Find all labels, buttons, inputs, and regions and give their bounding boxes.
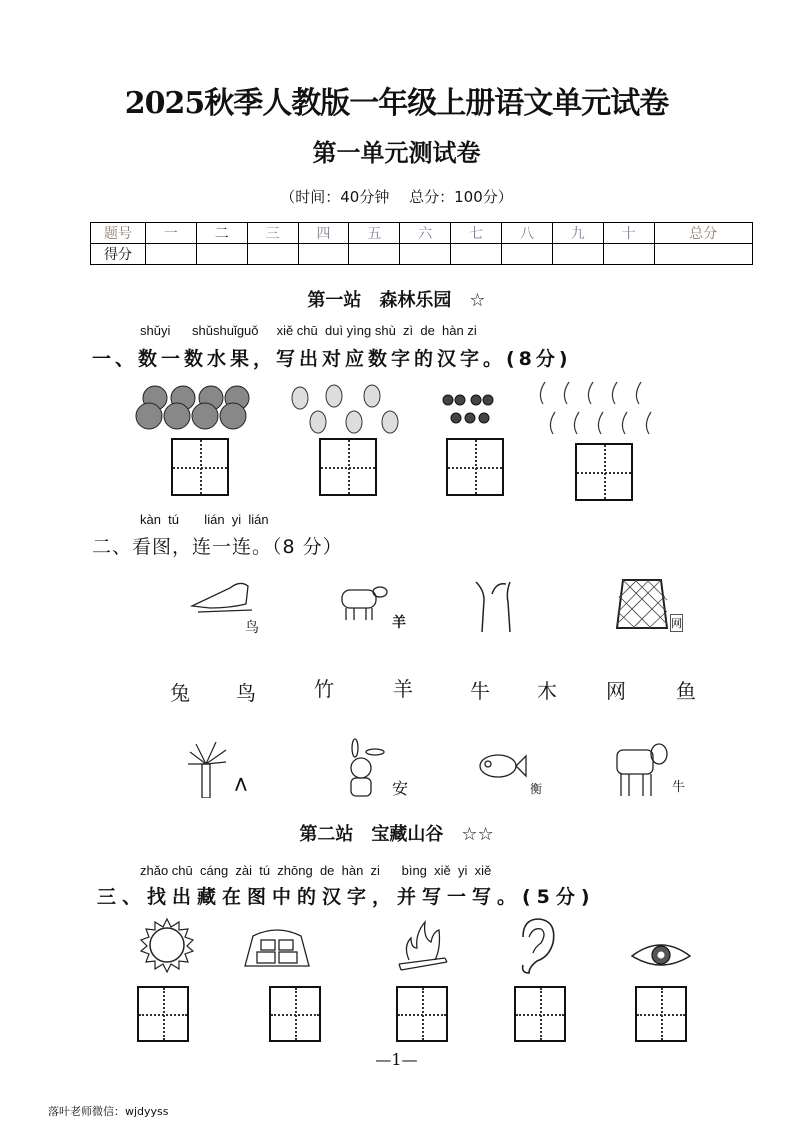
unit-subtitle: 第一单元测试卷 xyxy=(312,138,481,167)
page-number: —1— xyxy=(375,1050,418,1069)
char-fish[interactable]: 鱼 xyxy=(676,679,696,703)
score-cell[interactable] xyxy=(654,244,752,265)
q1-pinyin: shǔyi shǔshuǐguǒ xiě chū duì yìng shù zì de hàn zi xyxy=(140,323,477,338)
score-table-header-row xyxy=(91,223,753,244)
answer-grid-eye[interactable] xyxy=(635,986,687,1042)
cow-picture xyxy=(615,740,671,798)
answer-grid-ear[interactable] xyxy=(514,986,566,1042)
tree-icon xyxy=(470,580,520,632)
col-total: 总分 xyxy=(654,223,752,244)
col-5: 五 xyxy=(349,223,400,244)
char-wood[interactable]: 木 xyxy=(537,679,557,703)
score-cell[interactable] xyxy=(298,244,349,265)
score-cell[interactable] xyxy=(349,244,400,265)
fish-icon xyxy=(478,750,528,782)
net-icon xyxy=(615,578,670,630)
col-10: 十 xyxy=(603,223,654,244)
apples-icon xyxy=(133,380,258,432)
cherries-icon xyxy=(440,390,500,430)
pears-icon xyxy=(288,380,400,438)
eye-icon xyxy=(630,938,692,972)
q3-text: 三、找出藏在图中的汉字，并写一写。(5分) xyxy=(97,886,596,908)
sun-icon xyxy=(137,917,197,973)
cow-icon xyxy=(615,740,671,798)
bananas-icon xyxy=(535,378,659,440)
score-cell[interactable] xyxy=(451,244,502,265)
char-sheep[interactable]: 羊 xyxy=(393,677,413,701)
score-cell[interactable] xyxy=(400,244,451,265)
fish-hint: 衡 xyxy=(530,782,543,796)
col-1: 一 xyxy=(146,223,197,244)
score-table xyxy=(90,222,753,265)
answer-grid-pears[interactable] xyxy=(319,438,377,496)
sun-picture xyxy=(137,917,197,973)
answer-grid-cherries[interactable] xyxy=(446,438,504,496)
col-7: 七 xyxy=(451,223,502,244)
rabbit-hint: 安 xyxy=(392,779,409,798)
ear-picture xyxy=(515,917,561,975)
exam-meta: （时间：40分钟 总分：100分） xyxy=(280,188,513,206)
apples-picture xyxy=(133,380,258,432)
cherries-picture xyxy=(440,390,500,430)
field-icon xyxy=(243,922,311,968)
eye-picture xyxy=(630,938,692,972)
answer-grid-apples[interactable] xyxy=(171,438,229,496)
score-cell[interactable] xyxy=(502,244,553,265)
score-cell[interactable] xyxy=(603,244,654,265)
sheep-hint: 羊 xyxy=(392,615,406,631)
score-cell[interactable] xyxy=(196,244,247,265)
col-8: 八 xyxy=(502,223,553,244)
rabbit-icon xyxy=(345,738,387,798)
row-label: 得分 xyxy=(91,244,146,265)
q2-pinyin: kàn tú lián yi lián xyxy=(140,512,269,527)
score-cell[interactable] xyxy=(552,244,603,265)
net-hint: 网 xyxy=(670,614,683,632)
station1-title: 第一站 森林乐园 ☆ xyxy=(307,290,486,311)
row-label: 题号 xyxy=(91,223,146,244)
col-9: 九 xyxy=(552,223,603,244)
bird-hint: 鸟 xyxy=(245,620,259,636)
q2-text: 二、看图，连一连。（8 分） xyxy=(92,536,343,558)
bamboo-hint: ⋀ xyxy=(235,776,247,792)
q3-pinyin: zhǎo chū cáng zài tú zhōng de hàn zi bìng xiě yi xiě xyxy=(140,863,492,878)
q1-text: 一、数一数水果，写出对应数字的汉字。(8分) xyxy=(92,348,572,370)
char-bird[interactable]: 鸟 xyxy=(236,681,256,705)
field-picture xyxy=(243,922,311,968)
col-2: 二 xyxy=(196,223,247,244)
bamboo-icon xyxy=(186,738,230,798)
answer-grid-bananas[interactable] xyxy=(575,443,633,501)
fire-picture xyxy=(395,918,451,974)
station2-title: 第二站 宝藏山谷 ☆☆ xyxy=(299,824,494,845)
sheep-icon xyxy=(340,582,388,622)
char-net[interactable]: 网 xyxy=(606,679,626,703)
score-cell[interactable] xyxy=(146,244,197,265)
page-title: 2025秋季人教版一年级上册语文单元试卷 xyxy=(124,86,669,121)
answer-grid-sun[interactable] xyxy=(137,986,189,1042)
rabbit-picture xyxy=(345,738,387,798)
bamboo-picture xyxy=(186,738,230,798)
char-rabbit[interactable]: 兔 xyxy=(170,681,190,705)
col-3: 三 xyxy=(247,223,298,244)
col-4: 四 xyxy=(298,223,349,244)
score-table-score-row xyxy=(91,244,753,265)
char-cow[interactable]: 牛 xyxy=(470,679,490,703)
sheep-picture xyxy=(340,582,388,622)
footer-note: 落叶老师微信：wjdyyss xyxy=(48,1105,169,1118)
fire-icon xyxy=(395,918,451,974)
pears-picture xyxy=(288,380,400,438)
answer-grid-fire[interactable] xyxy=(396,986,448,1042)
cow-hint: 牛 xyxy=(672,780,686,795)
col-6: 六 xyxy=(400,223,451,244)
char-bamboo[interactable]: 竹 xyxy=(314,677,334,701)
net-picture xyxy=(615,578,670,630)
ear-icon xyxy=(515,917,561,975)
tree-picture xyxy=(470,580,520,632)
bananas-picture xyxy=(535,378,659,440)
fish-picture xyxy=(478,750,528,782)
score-cell[interactable] xyxy=(247,244,298,265)
answer-grid-field[interactable] xyxy=(269,986,321,1042)
